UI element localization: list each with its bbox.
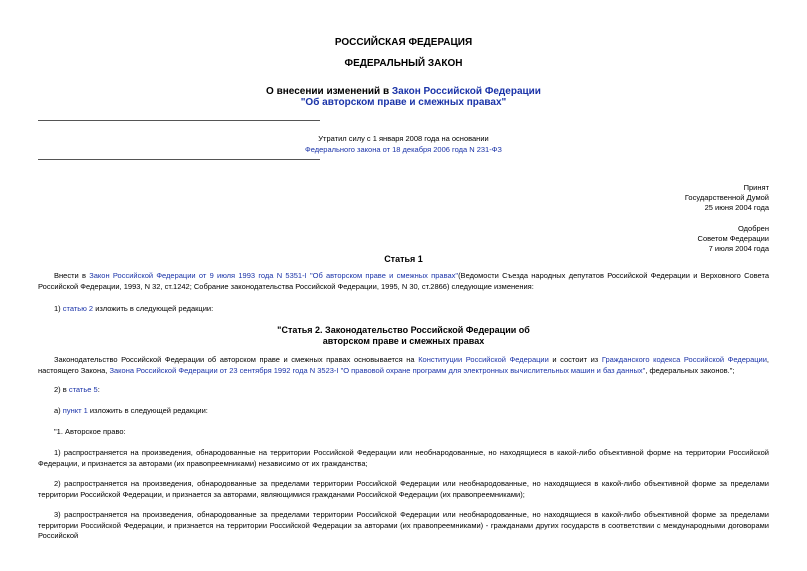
item-2	[38, 385, 769, 396]
approved-line: Одобрен	[738, 224, 769, 233]
divider-bottom	[38, 159, 320, 160]
accepted-line: 25 июня 2004 года	[704, 203, 769, 212]
law-title-link-2[interactable]: "Об авторском праве и смежных правах"	[300, 97, 507, 108]
repeal-note-link[interactable]: Федерального закона от 18 декабря 2006 года N 231-ФЗ	[305, 145, 502, 154]
article-2-text-part: Законодательство Российской Федерации об авторском праве и смежных правах основывается на	[54, 355, 419, 364]
constitution-link[interactable]: Конституции Российской Федерации	[418, 355, 549, 364]
point-1-link[interactable]: пункт 1	[62, 406, 88, 415]
clause-paragraph-3: 3) распространяется на произведения, обнародованные за пределами территории Российской Федерации или необнародованные, но находящиеся в какой-либо объективной форме за пределами территории Российской Федерации, и признается на территории Российской Федерации за авторами (их правопреемниками) - гражданами других государств в соответствии с международными договорами Российской	[38, 510, 769, 540]
article-2-text-part: , федеральных законов.";	[645, 365, 735, 375]
article-5-link[interactable]: статье 5	[68, 385, 98, 394]
intro-text: Внести в	[54, 271, 90, 280]
item-text: изложить в следующей редакции:	[93, 304, 214, 313]
article-2-heading	[0, 325, 807, 347]
divider-top	[38, 120, 320, 121]
article-1-heading: Статья 1	[384, 254, 423, 264]
law-type-heading: ФЕДЕРАЛЬНЫЙ ЗАКОН	[344, 58, 463, 69]
law-title	[0, 86, 807, 108]
copyright-clause-heading: "1. Авторское право:	[54, 427, 126, 436]
software-law-link[interactable]: Закона Российской Федерации от 23 сентября 1992 года N 3523-I "О правовой охране программ для электронных вычислительных машин и баз данных"	[109, 365, 646, 375]
intro-text: (Ведомости Съезда народных депутатов Российской Федерации и Верховного Совета Российской Федерации, 1993, N 32, ст.1242; Собрание законодательства Российской Федерации, 1995, N 30, ст.2866) следующие изменения:	[38, 271, 770, 291]
accepted-line: Государственной Думой	[684, 193, 769, 202]
repeal-note-line1: Утратил силу с 1 января 2008 года на основании	[318, 134, 489, 143]
law-title-link[interactable]: Закон Российской Федерации	[391, 86, 541, 97]
clause-paragraph-2: 2) распространяется на произведения, обнародованные за пределами территории Российской Федерации или необнародованные, но находящиеся в какой-либо объективной форме за пределами территории Российской Федерации, и признается за авторами, являющимися гражданами Российской Федерации (их правопреемниками);	[38, 479, 769, 499]
accepted-line: Принят	[743, 183, 769, 192]
article-2-text-part: , настоящего Закона,	[38, 355, 770, 375]
article-2-link[interactable]: статью 2	[62, 304, 94, 313]
approved-block	[698, 224, 769, 254]
item-number: а)	[54, 406, 63, 415]
item-text: :	[97, 385, 100, 394]
item-number: 1)	[54, 304, 63, 313]
item-2a	[38, 406, 769, 417]
clause-paragraph-1: 1) распространяется на произведения, обнародованные на территории Российской Федерации или необнародованные, но находящиеся в какой-либо объективной форме на территории Российской Федерации, и признается за авторами (их правопреемниками) независимо от их гражданства;	[38, 448, 769, 468]
article-2-heading-line2: авторском праве и смежных правах	[322, 336, 485, 346]
item-number: 2) в	[54, 385, 69, 394]
article-1-intro	[38, 271, 769, 292]
accepted-block	[685, 183, 769, 213]
law-title-prefix: О внесении изменений в	[266, 86, 392, 97]
article-2-text-part: и состоит из	[548, 355, 602, 364]
approved-line: Советом Федерации	[697, 234, 769, 243]
approved-line: 7 июля 2004 года	[708, 244, 769, 253]
article-2-text	[38, 355, 769, 376]
civil-code-link[interactable]: Гражданского кодекса Российской Федерации	[601, 355, 767, 364]
article-2-heading-line1: "Статья 2. Законодательство Российской Федерации об	[277, 325, 530, 335]
item-1	[38, 304, 769, 315]
law-reference-link[interactable]: Закон Российской Федерации от 9 июля 1993 года N 5351-I "Об авторском праве и смежных правах"	[89, 271, 459, 280]
item-text: изложить в следующей редакции:	[87, 406, 208, 415]
country-heading: РОССИЙСКАЯ ФЕДЕРАЦИЯ	[334, 37, 473, 48]
